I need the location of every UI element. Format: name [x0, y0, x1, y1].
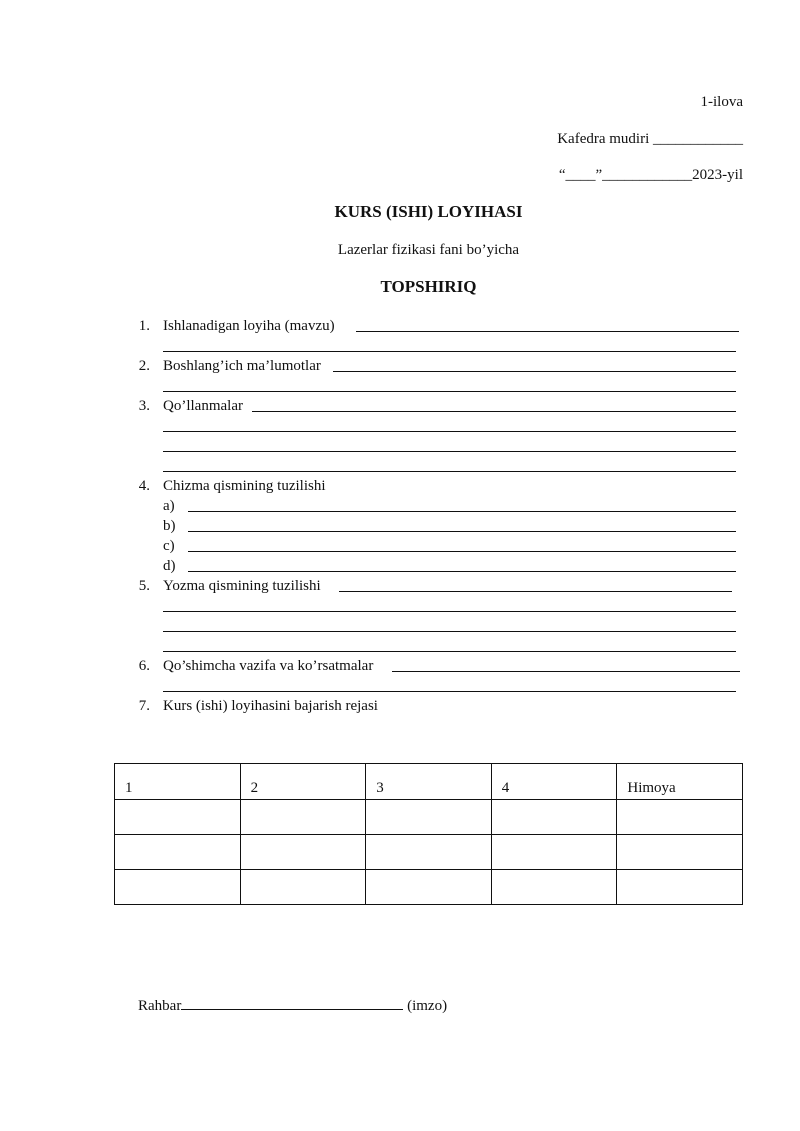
answer-line — [163, 631, 736, 632]
table-header-cell: Himoya — [617, 764, 743, 800]
supervisor-signature-line — [138, 995, 447, 1015]
department-head-signature-blank: ____________ — [653, 131, 743, 147]
list-number: 5. — [138, 578, 150, 594]
table-cell — [240, 800, 366, 835]
table-cell — [617, 835, 743, 870]
list-item-text: Yozma qismining tuzilishi — [163, 578, 321, 594]
table-cell — [491, 870, 617, 905]
answer-line — [163, 611, 736, 612]
list-number: 2. — [138, 358, 150, 374]
answer-line — [163, 351, 736, 352]
signature-label: (imzo) — [407, 998, 448, 1014]
sub-item-d: d) — [163, 558, 176, 574]
table-cell — [617, 870, 743, 905]
table-row — [115, 870, 743, 905]
list-number: 4. — [138, 478, 150, 494]
list-item-text: Boshlang’ich ma’lumotlar — [163, 358, 321, 374]
list-number: 7. — [138, 698, 150, 714]
answer-line — [339, 591, 732, 592]
table-header-cell: 2 — [240, 764, 366, 800]
table-cell — [366, 835, 492, 870]
table-cell — [366, 800, 492, 835]
table-cell — [240, 835, 366, 870]
document-subtitle: Lazerlar fizikasi fani bo’yicha — [337, 242, 520, 258]
list-number: 1. — [138, 318, 150, 334]
table-cell — [240, 870, 366, 905]
list-item-text: Chizma qismining tuzilishi — [163, 478, 326, 494]
list-number: 3. — [138, 398, 150, 414]
table-cell — [491, 800, 617, 835]
table-cell — [115, 800, 241, 835]
sub-item-c: c) — [163, 538, 175, 554]
answer-line — [188, 511, 736, 512]
answer-line — [163, 471, 736, 472]
table-cell — [366, 870, 492, 905]
section-title: TOPSHIRIQ — [380, 277, 477, 296]
appendix-label: 1-ilova — [700, 94, 743, 110]
answer-line — [163, 651, 736, 652]
table-header-row — [115, 764, 743, 800]
answer-line — [188, 571, 736, 572]
list-item-text: Kurs (ishi) loyihasini bajarish rejasi — [163, 698, 378, 714]
table-header-cell: 1 — [115, 764, 241, 800]
list-item-text: Qo’llanmalar — [163, 398, 243, 414]
answer-line — [392, 671, 740, 672]
table-row — [115, 835, 743, 870]
answer-line — [252, 411, 736, 412]
table-header-cell: 4 — [491, 764, 617, 800]
approval-date: “____”____________2023-yil — [558, 167, 743, 183]
table-cell — [491, 835, 617, 870]
table-cell — [617, 800, 743, 835]
department-head-label: Kafedra mudiri — [557, 131, 650, 147]
department-head-line — [557, 130, 743, 148]
table-cell — [115, 870, 241, 905]
table-row — [115, 800, 743, 835]
answer-line — [356, 331, 739, 332]
plan-table — [114, 763, 743, 905]
sub-item-a: a) — [163, 498, 175, 514]
answer-line — [163, 431, 736, 432]
answer-line — [188, 551, 736, 552]
table-header-cell: 3 — [366, 764, 492, 800]
answer-line — [163, 391, 736, 392]
list-number: 6. — [138, 658, 150, 674]
answer-line — [333, 371, 736, 372]
supervisor-label: Rahbar — [138, 998, 182, 1014]
answer-line — [188, 531, 736, 532]
answer-line — [163, 451, 736, 452]
document-title: KURS (ISHI) LOYIHASI — [334, 202, 523, 221]
list-item-text: Ishlanadigan loyiha (mavzu) — [163, 318, 335, 334]
signature-blank — [181, 995, 403, 1010]
answer-line — [163, 691, 736, 692]
table-cell — [115, 835, 241, 870]
list-item-text: Qo’shimcha vazifa va ko’rsatmalar — [163, 658, 374, 674]
sub-item-b: b) — [163, 518, 176, 534]
